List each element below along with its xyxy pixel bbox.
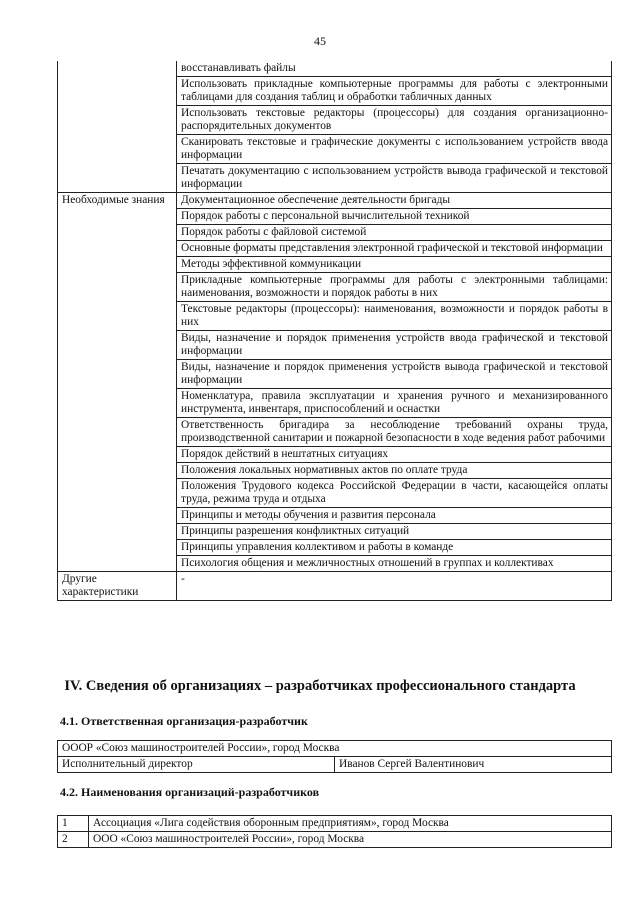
knowledge-item: Номенклатура, правила эксплуатации и хранения ручного и механизированного инструмента, инвентаря, приспособлений и оснастки [177,389,612,418]
developer-name: Ассоциация «Лига содействия оборонным предприятиям», город Москва [89,816,612,832]
skill-item: Печатать документацию с использованием устройств вывода графической и текстовой информации [177,164,612,193]
knowledge-item: Виды, назначение и порядок применения устройств ввода графической и текстовой информации [177,331,612,360]
requirements-table [57,61,612,601]
responsible-org-table [57,740,612,773]
knowledge-item: Текстовые редакторы (процессоры): наименования, возможности и порядок работы в них [177,302,612,331]
developer-name: ООО «Союз машиностроителей России», город Москва [89,832,612,848]
developer-orgs-table [57,815,612,848]
knowledge-item: Основные форматы представления электронной графической и текстовой информации [177,241,612,257]
knowledge-item: Положения Трудового кодекса Российской Федерации в части, касающейся оплаты труда, режима труда и отдыха [177,479,612,508]
knowledge-item: Методы эффективной коммуникации [177,257,612,273]
knowledge-item: Принципы и методы обучения и развития персонала [177,508,612,524]
developer-number: 2 [58,832,89,848]
knowledge-item: Документационное обеспечение деятельности бригады [177,193,612,209]
knowledge-item: Принципы управления коллективом и работы в команде [177,540,612,556]
responsible-org-name: ОООР «Союз машиностроителей России», город Москва [58,741,612,757]
skills-label-cell [58,61,177,193]
other-characteristics-value: - [177,572,612,601]
skill-item: Сканировать текстовые и графические документы с использованием устройств ввода информации [177,135,612,164]
table-row [58,741,612,757]
responsible-org-heading: 4.1. Ответственная организация-разработчик [60,714,308,728]
table-row [58,757,612,773]
knowledge-item: Порядок работы с файловой системой [177,225,612,241]
table-row [58,816,612,832]
knowledge-item: Ответственность бригадира за несоблюдение требований охраны труда, производственной санитарии и пожарной безопасности в ходе ведения работ рабочими [177,418,612,447]
knowledge-item: Виды, назначение и порядок применения устройств вывода графической и текстовой информации [177,360,612,389]
director-name: Иванов Сергей Валентинович [335,757,612,773]
skill-item: восстанавливать файлы [177,61,612,77]
developer-orgs-heading: 4.2. Наименования организаций-разработчиков [60,785,320,799]
knowledge-item: Прикладные компьютерные программы для работы с электронными таблицами: наименования, возможности и порядок работы в них [177,273,612,302]
table-row [58,832,612,848]
knowledge-item: Порядок действий в нештатных ситуациях [177,447,612,463]
other-characteristics-label: Другие характеристики [58,572,177,601]
knowledge-item: Психология общения и межличностных отношений в группах и коллективах [177,556,612,572]
director-position: Исполнительный директор [58,757,335,773]
table-row [58,61,612,77]
skill-item: Использовать текстовые редакторы (процессоры) для создания организационно-распорядительных документов [177,106,612,135]
table-row [58,572,612,601]
knowledge-item: Положения локальных нормативных актов по оплате труда [177,463,612,479]
knowledge-item: Принципы разрешения конфликтных ситуаций [177,524,612,540]
table-row [58,193,612,209]
developer-number: 1 [58,816,89,832]
knowledge-item: Порядок работы с персональной вычислительной техникой [177,209,612,225]
page-number: 45 [314,34,326,48]
knowledge-label: Необходимые знания [58,193,177,572]
section-title: IV. Сведения об организациях – разработчиках профессионального стандарта [64,678,576,694]
skill-item: Использовать прикладные компьютерные программы для работы с электронными таблицами для создания таблиц и обработки табличных данных [177,77,612,106]
